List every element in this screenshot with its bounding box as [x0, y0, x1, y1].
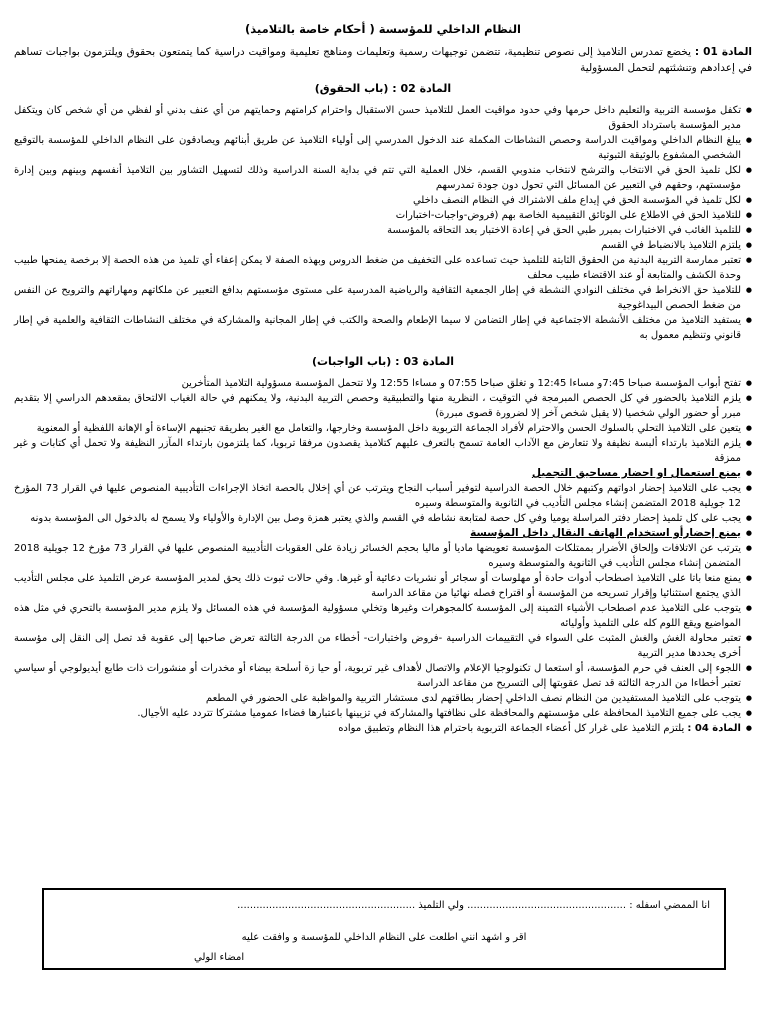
duties-item: ● يلزم التلاميذ بالحضور في كل الحصص المبرمجة في التوقيت ، النظرية منها والتطبيقية وحصص التربية البدنية، ولا يمكنهم في حالة الغياب الالتحاق بمقعدهم الدراسي إلا بتقديم مبرر أو حضور الولي شخصيا (لا يقبل شخص آخر إلا لضرورة قصوى مبررة) [14, 391, 752, 421]
duties-item: ● اللجوء إلى العنف في حرم المؤسسة، أو استعما ل تكنولوجيا الإعلام والاتصال لأهداف غير تربوية، أو حيا زة أسلحة بيضاء أو مخدرات أو منشورات ذات طابع أيديولوجي أو سياسي تعتبر أخطاءا من الدرجة الثالثة قد تصل عقوبتها إلى التسريح من مقاعد الدراسة [14, 661, 752, 691]
duties-item: ● تعتبر محاولة الغش والغش المثبت على السواء في التقييمات الدراسية -فروض واختبارات- أخطاء من الدرجة الثالثة تعرض صاحبها إلى عقوبة قد تصل إلى النقل إلى مؤسسة أخرى يحددها مدير التربية [14, 631, 752, 661]
article-04 [14, 721, 752, 736]
duties-item: ● يجب على كل تلميذ إحضار دفتر المراسلة يوميا وفي كل حصة لمتابعة نشاطه في القسم والذي يعتبر همزة وصل بين الإدارة والأولياء ولا يسمح له بالدخول الى المؤسسة بدونه [14, 511, 752, 526]
duties-item: ● يتوجب على التلاميذ المستفيدين من النظام نصف الداخلي إحضار بطاقتهم لدى مستشار التربية والمواظبة على الحضور في المطعم [14, 691, 752, 706]
duties-item: ● يتوجب على التلاميذ عدم اصطحاب الأشياء الثمينة إلى المؤسسة كالمجوهرات وغيرها وتخلي مسؤولية المؤسسة في هذه المسائل ولا يلزم مدير المؤسسة بالتحري في مثل هذه المواضيع ويقع اللوم كله على التلميذ وأوليائه [14, 601, 752, 631]
phone-ban-heading: ● يمنع إحضارأو استخدام الهاتف النقال داخل المؤسسة [14, 526, 752, 541]
rights-item: ● يلتزم التلاميذ بالانضباط في القسم [14, 238, 752, 253]
rights-item: ● يبلغ النظام الداخلي ومواقيت الدراسة وحصص النشاطات المكملة عند الدخول المدرسي إلى أولياء التلاميذ عن طريق أبنائهم ويصادقون على النظام الداخلي للمؤسسة بالتوقيع الشخصي المشفوع بالوثيقة الثبوتية [14, 133, 752, 163]
rights-list [14, 103, 752, 343]
discipline-list [14, 541, 752, 736]
article-04-label: المادة 04 : [687, 723, 741, 734]
duties-item: ● يلزم التلاميذ بارتداء ألبسة نظيفة ولا تتعارض مع الآداب العامة تسمح بالتعرف عليهم كتلاميذ يقصدون مرفقا تربويا، كما يلتزمون بارتداء المآزر النظيفة ولا تحمل أي كتابات و غير ممزقة [14, 436, 752, 466]
duties-item: ● يتعين على التلاميذ التحلي بالسلوك الحسن والاحترام لأفراد الجماعة التربوية داخل المؤسسة وخارجها، والتعامل مع الغير بطريقة تجنبهم الإساءة أو الإهانة اللفظية أو المعنوية [14, 421, 752, 436]
parent-signature-box [42, 888, 726, 970]
parent-signature-label[interactable]: امضاء الولي [194, 952, 245, 963]
rights-item: ● يستفيد التلاميذ من مختلف الأنشطة الاجتماعية في إطار التضامن لا سيما الإطعام والصحة والكتب في إطار المجانية والمشاركة في مختلف النشاطات الثقافية والعلمية في إطار قانوني وتنظيم معمول به [14, 313, 752, 343]
rights-item: ● تكفل مؤسسة التربية والتعليم داخل حرمها وفي حدود مواقيت العمل للتلاميذ حسن الاستقبال واحترام كرامتهم وحمايتهم من أي عنف بدني أو لفظي من أي شخص كان ويتكفل مدير المؤسسة باسترداد الحقوق [14, 103, 752, 133]
article-04-text: يلتزم التلاميذ على غرار كل أعضاء الجماعة التربوية باحترام هذا النظام وتطبيق مواده [338, 723, 685, 734]
rights-item: ● لكل تلميذ في المؤسسة الحق في إيداع ملف الاشتراك في النظام النصف داخلي [14, 193, 752, 208]
document-title: النظام الداخلي للمؤسسة ( أحكام خاصة بالتلاميذ) [244, 22, 521, 36]
rights-item: ● للتلميذ الغائب في الاختبارات بمبرر طبي الحق في إعادة الاختبار بعد التحاقه بالمؤسسة [14, 223, 752, 238]
duties-item: ● يجب على التلاميذ إحضار ادواتهم وكتبهم خلال الحصة الدراسية لتوفير أسباب النجاح ويترتب عن أي إخلال بالحصة اتخاذ الإجراءات التأديبية المنصوص عليها في القرار 73 المؤرخ 12 جويلية 2018 المتضمن إنشاء مجلس التأديب في الثانوية والمتوسطة وسيره [14, 481, 752, 511]
acknowledgement-line: اقر و اشهد انني اطلعت على النظام الداخلي للمؤسسة و وافقت عليه [241, 932, 527, 943]
article-01-label: المادة 01 : [694, 46, 753, 58]
duties-list [14, 376, 752, 466]
tools-list [14, 481, 752, 526]
article-03-heading: المادة 03 : (باب الواجبات) [311, 355, 455, 368]
rights-item: ● لكل تلميذ الحق في الانتخاب والترشح لانتخاب مندوبي القسم، خلال العملية التي تتم في بداية السنة الدراسية وذلك لتسهيل التشاور بين التلاميذ أنفسهم وبينهم وبين إدارة مؤسستهم، وحقهم في التعبير عن المسائل التي تحول دون جودة تمدرسهم [14, 163, 752, 193]
duties-item: ● يمنع منعا باتا على التلاميذ اصطحاب أدوات حادة أو مهلوسات أو سجائر أو نشريات دعائية أو غيرها. وفي حالات ثبوت ذلك يحق لمدير المؤسسة عرض التلميذ على مجلس التأديب الذي يجتمع استثنائيا وإقرار تسريحه من المؤسسة أو اقتراح فصله نهائيا من مقاعد الدراسة [14, 571, 752, 601]
article-02-heading: المادة 02 : (باب الحقوق) [314, 82, 452, 95]
article-01-text: يخضع تمدرس التلاميذ إلى نصوص تنظيمية، تتضمن توجيهات رسمية وتعليمات ومناهج تعليمية ومواقيت دراسية كما يتمتعون بحقوق ويلتزمون بواجبات تساهم في إعدادهم وتنشئتهم لتحمل المسؤولية [14, 46, 752, 74]
rights-item: ● للتلاميذ حق الانخراط في مختلف النوادي النشطة في إطار الجمعية الثقافية والرياضية المدرسية على مستوى مؤسستهم بدافع التعبير عن ملكاتهم ومهاراتهم والترويح عن النفس من ضغط الحصص البيداغوجية [14, 283, 752, 313]
rights-item: ● تعتبر ممارسة التربية البدنية من الحقوق الثابتة للتلميذ حيث تساعده على التخفيف من ضغط الدروس وبهذه الصفة لا يمكن إعفاء أي تلميذ من هذه الحصة إلا برخصة يمنحها طبيب وحدة الكشف والمتابعة أو عند الاقتضاء طبيب محلف [14, 253, 752, 283]
makeup-ban-heading: ● يمنع استعمال او احضار مساحيق التجميل [14, 466, 752, 481]
article-01 [14, 44, 752, 76]
signatory-line[interactable]: انا الممضي اسفله : .................................................. ولي التلميذ ........................................................ [237, 900, 710, 911]
duties-item: ● تفتح أبواب المؤسسة صباحا 7:45و مساءا 12:45 و تغلق صباحا 07:55 و مساءا 12:55 ولا تتحمل المؤسسة مسؤولية التلاميذ المتأخرين [14, 376, 752, 391]
duties-item: ● يجب على جميع التلاميذ المحافظة على مؤسستهم والمحافظة على نظافتها والمشاركة في تزيينها باعتبارها فضاءا عموميا مشتركا تتردد عليه الأجيال. [14, 706, 752, 721]
rights-item: ● للتلاميذ الحق في الاطلاع على الوثائق التقييمية الخاصة بهم (فروض-واجبات-اختبارات [14, 208, 752, 223]
duties-item: ● يترتب عن الاتلافات وإلحاق الأضرار بممتلكات المؤسسة تعويضها ماديا أو ماليا بحجم الخسائر زيادة على العقوبات التأديبية المنصوص عليها في القرار 73 مؤرخ 12 جويلية 2018 المتضمن إنشاء مجلس التأديب في الثانوية والمتوسطة وسيره [14, 541, 752, 571]
